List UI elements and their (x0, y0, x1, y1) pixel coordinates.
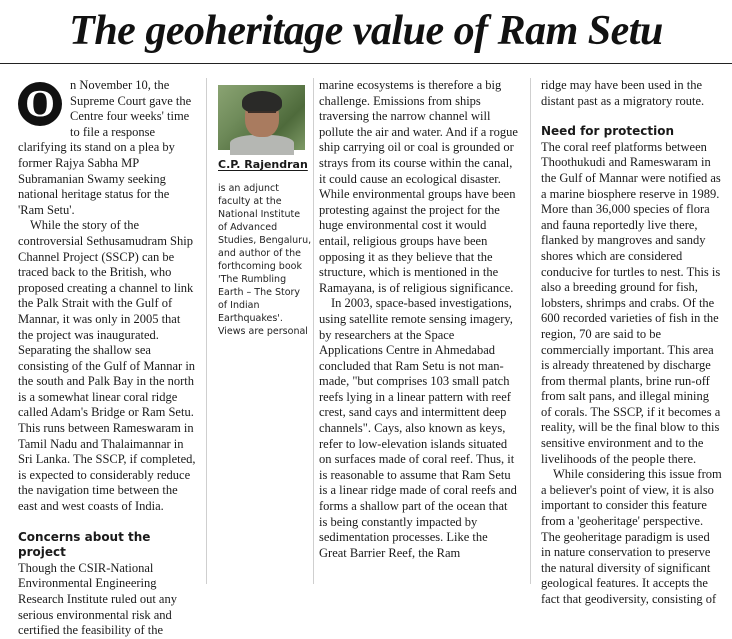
paragraph-sscp-history: While the story of the controversial Sethusamudram Ship Channel Project (SSCP) can be traced back to the British, who proposed creating a channel to link the Palk Strait with the Gulf of Mannar, it was only in 2005 that the project was inaugurated. Separating the shallow sea consisting of the Gulf of Mannar in the south and Palk Bay in the north is a somewhat linear coral ridge called Adam's Bridge or Ram Setu. This runs between Rameswaram in Tamil Nadu and Thalaimannar in Sri Lanka. The SSCP, if completed, is expected to considerably reduce the navigation time between the east and west coasts of India. (18, 218, 196, 514)
column-divider-2 (313, 78, 314, 584)
paragraph-space-study: In 2003, space-based investigations, using satellite remote sensing imagery, by researchers at the Space Applications Centre in Ahmedabad concluded that Ram Setu is not man-made, "but comprises 103 small patch reefs lying in a linear pattern with reef crest, sand cays and intermittent deep channels". Cays, also known as keys, refer to low-elevation islands situated on surfaces made of coral reef. Thus, it is reasonable to assume that Ram Setu is a linear ridge made of coral reefs and forms a shallow part of the ocean that is being constantly impacted by sedimentation processes. Like the Great Barrier Reef, the Ram (319, 296, 517, 560)
article-column-1 (18, 78, 196, 638)
article-headline: The geoheritage value of Ram Setu (69, 8, 663, 54)
paragraph-intro: n November 10, the Supreme Court gave the Centre four weeks' time to file a response clarifying its stand on a plea by former Rajya Sabha MP Subramanian Swamy seeking national heritage status for the 'Ram Setu'. (18, 78, 192, 217)
article-column-3 (319, 78, 518, 584)
paragraph-gap (18, 515, 196, 530)
photo-hair (242, 91, 282, 113)
column-divider-3 (530, 78, 531, 584)
photo-glasses (248, 111, 276, 119)
paragraph-biosphere: The coral reef platforms between Thoothukudi and Rameswaram in the Gulf of Mannar were notified as a marine biosphere reserve in 1989. More than 36,000 species of flora and fauna reportedly live there, flanked by mangroves and sandy shores which are considered conducive for turtles to nest. This is also a breeding ground for fish, lobsters, shrimps and crabs. Of the 600 recorded varieties of fish in the region, 70 are said to be commercially important. This area is already threatened by discharge from thermal plants, brine run-off from salt pans, and illegal mining of corals. The SSCP, if it becomes a reality, will be the final blow to this sensitive environment and to the livelihoods of the people there. (541, 139, 721, 466)
author-bio: is an adjunct faculty at the National Institute of Advanced Studies, Bengaluru, and author of the forthcoming book 'The Rumbling Earth – The Story of Indian Earthquakes'. Views are personal (218, 183, 312, 337)
author-photo (218, 85, 305, 150)
paragraph-geoheritage: While considering this issue from a believer's point of view, it is also important to consider this feature from a 'geoheritage' perspective. The geoheritage paradigm is used in nature conservation to preserve the natural diversity of significant geological features. It accepts the fact that geodiversity, consisting of (541, 467, 722, 606)
photo-shirt (230, 135, 294, 155)
paragraph-neeri: Though the CSIR-National Environmental Engineering Research Institute ruled out any serious environmental risk and certified the feasibility of the (18, 560, 177, 638)
author-name: C.P. Rajendran (218, 158, 308, 171)
paragraph-gap (541, 109, 722, 124)
paragraph-migratory-route: ridge may have been used in the distant past as a migratory route. (541, 78, 705, 108)
drop-cap: O (18, 82, 62, 126)
headline-rule (0, 63, 732, 64)
paragraph-ecosystem-risk: marine ecosystems is therefore a big challenge. Emissions from ships traversing the narrow channel will pollute the air and water. And if a rogue ship carrying oil or coal is grounded or strays from its course within the canal, it could cause an ecological disaster. While environmental groups have been protesting against the project for the huge environmental cost it would entail, religious groups have been opposing it as they believe that the structure, which is mentioned in the Ramayana, is of religious significance. (319, 78, 518, 295)
column-divider-1 (206, 78, 207, 584)
subhead-protection: Need for protection (541, 124, 675, 139)
subhead-concerns: Concerns about the project (18, 529, 151, 560)
article-column-4 (541, 78, 722, 606)
